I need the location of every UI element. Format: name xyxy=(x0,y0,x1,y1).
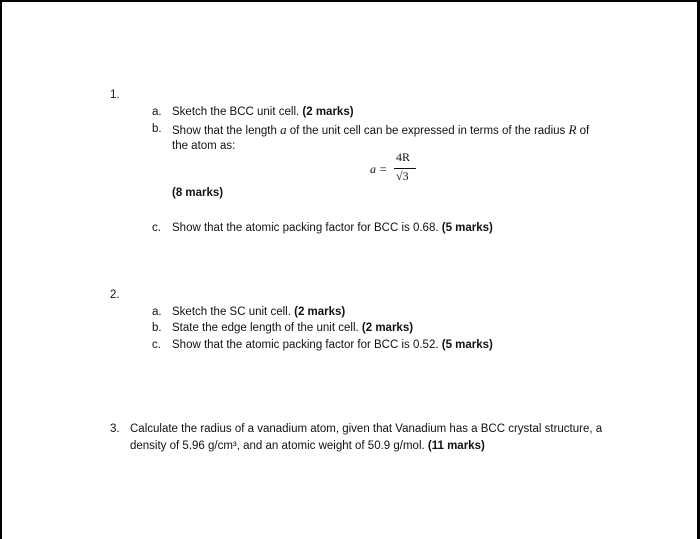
q1-a-label: a. xyxy=(152,106,162,118)
q3-marks: (11 marks) xyxy=(427,440,485,452)
q1-formula xyxy=(370,150,430,190)
q1-a-text: Sketch the BCC unit cell. xyxy=(172,106,300,118)
formula-denominator: √3 xyxy=(396,169,409,183)
q1-c-text: Show that the atomic packing factor for BCC is 0.68. xyxy=(172,222,439,234)
q2-b-item xyxy=(172,322,413,334)
q3-line-1: Calculate the radius of a vanadium atom, given that Vanadium has a BCC crystal structure, a xyxy=(130,423,603,435)
formula-lhs: a = xyxy=(370,162,388,176)
q1-c-label: c. xyxy=(152,222,161,234)
q1-a-marks: (2 marks) xyxy=(302,106,354,118)
q2-a-item xyxy=(172,306,345,318)
q1-b-item xyxy=(172,122,589,138)
q2-c-label: c. xyxy=(152,339,161,351)
q1-b-text-4: the atom as: xyxy=(172,140,236,152)
q1-c-item xyxy=(172,222,493,234)
q2-c-text: Show that the atomic packing factor for BCC is 0.52. xyxy=(172,339,439,351)
q1-b-var-a: a xyxy=(280,122,287,137)
page-border-top xyxy=(0,0,700,2)
q1-b-text-2: of the unit cell can be expressed in terms of the radius xyxy=(289,125,566,137)
q1-b-marks: (8 marks) xyxy=(172,187,224,199)
page-border-left xyxy=(0,0,2,539)
q1-b-label: b. xyxy=(152,123,162,135)
q2-a-text: Sketch the SC unit cell. xyxy=(172,306,291,318)
q1-a-item xyxy=(172,106,354,118)
q1-b-text-1: Show that the length xyxy=(172,125,277,137)
q1-c-marks: (5 marks) xyxy=(441,222,493,234)
q2-b-label: b. xyxy=(152,322,162,334)
q1-number: 1. xyxy=(110,89,120,101)
q2-b-marks: (2 marks) xyxy=(361,322,414,334)
q2-number: 2. xyxy=(110,289,120,301)
q1-b-text-3: of xyxy=(579,125,590,137)
q3-line-2-wrap xyxy=(130,440,485,452)
q2-a-marks: (2 marks) xyxy=(294,306,346,318)
q1-b-var-R: R xyxy=(568,122,577,137)
q3-number: 3. xyxy=(110,423,120,435)
q2-c-marks: (5 marks) xyxy=(441,339,493,351)
q3-line-2: density of 5.96 g/cm³, and an atomic weight of 50.9 g/mol. xyxy=(130,440,425,452)
q2-c-item xyxy=(172,339,493,351)
q2-b-text: State the edge length of the unit cell. xyxy=(172,322,359,334)
q2-a-label: a. xyxy=(152,306,162,318)
formula-numerator: 4R xyxy=(396,150,411,164)
